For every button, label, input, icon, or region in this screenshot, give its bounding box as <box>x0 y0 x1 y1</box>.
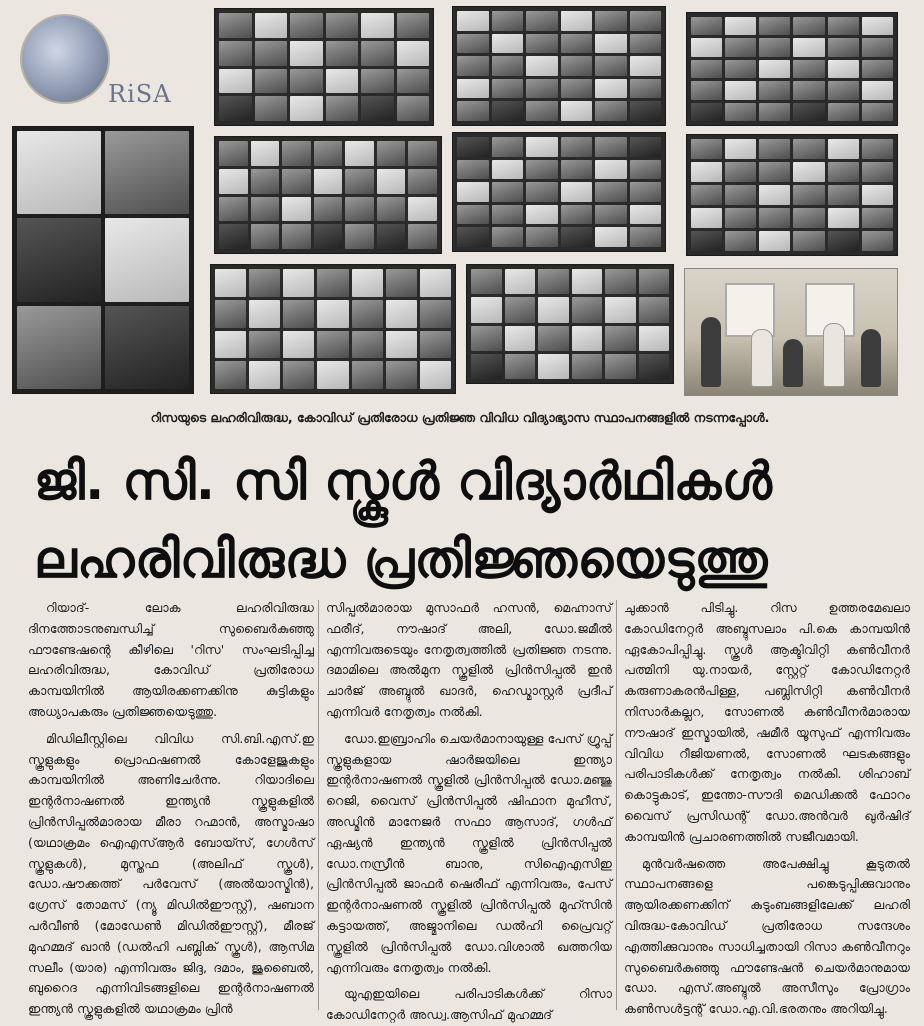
article-column-3 <box>624 598 910 1020</box>
paragraph: മുൻവർഷത്തെ അപേക്ഷിച്ചു കൂടുതൽ സ്ഥാപനങ്ങളെ പങ്കെടുപ്പിക്കുവാനും ആയിരക്കണക്കിന് കുടുംബങ്ങളിലേക്ക് ലഹരി വിരുദ്ധ-കോവിഡ് പ്രതിരോധ സന്ദേശം എത്തിക്കുവാനും സാധിച്ചതായി റിസാ കൺവീനറും സുബൈർകുഞ്ഞു ഫൗണ്ടേഷൻ ചെയർമാനുമായ ഡോ. എസ്.അബ്ദുൽ അസീസും പ്രോഗ്രാം കൺസൾട്ടന്റ് ഡോ.എ.വി.ഭരതനും അറിയിച്ചു. <box>624 855 910 1017</box>
headline-line-1: ജി. സി. സി സ്കൂൾ വിദ്യാർഥികൾ <box>34 452 773 512</box>
paragraph: റിയാദ്- ലോക ലഹരിവിരുദ്ധ ദിനത്തോടനുബന്ധിച്ച് സുബൈർകുഞ്ഞു ഫൗണ്ടേഷന്റെ കീഴിലെ 'റിസ' സംഘടിപ്പിച്ച ലഹരിവിരുദ്ധ, കോവിഡ് പ്രതിരോധ കാമ്പയിനിൽ ആയിരക്കണക്കിനു കുട്ടികളും അധ്യാപകരും പ്രതിജ്ഞയെടുത്തു. <box>28 600 314 719</box>
zoom-screenshot-6 <box>686 134 898 256</box>
globe-emblem-icon <box>20 14 110 104</box>
column-divider <box>616 600 617 1010</box>
paragraph: ചുക്കാൻ പിടിച്ചു. റിസ ഉത്തരമേഖലാ കോഡിനേറ്റർ അബ്ദുസലാം പി.കെ കാമ്പയിൻ ഏകോപിപ്പിച്ചു. സ്കൂൾ ആക്ടിവിറ്റി കൺവീനർ പത്മിനി യു.നായർ, സ്റ്റേറ്റ് കോഡിനേറ്റർ കരുണാകരൻപിള്ള, പബ്ലിസിറ്റി കൺവീനർ നിസാർകല്ലറ, സോണൽ കൺവീനർമാരായ നൗഷാദ് ഇസ്മായിൽ, ഷമീർ യൂസുഫ് എന്നിവരും വിവിധ റീജിയണൽ, സോണൽ ഘടകങ്ങളും പരിപാടികൾക്ക് നേതൃത്വം നൽകി. ശിഹാബ് കൊട്ടുകാട്, ഇന്തോ-സൗദി മെഡിക്കൽ ഫോറം വൈസ് പ്രസിഡന്റ് ഡോ.അൻവർ ഖുർഷിദ് കാമ്പയിൻ പ്രചാരണത്തിൽ സജീവമായി. <box>624 600 910 844</box>
article-column-1 <box>28 598 314 1020</box>
logo-text: RiSA <box>108 80 172 108</box>
article-column-2 <box>326 598 612 1026</box>
zoom-screenshot-7 <box>210 264 456 394</box>
headline-line-2: ലഹരിവിരുദ്ധ പ്രതിജ്ഞയെടുത്തു <box>34 530 768 590</box>
paragraph: ഡോ.ഇബ്രാഹിം ചെയർമാനായുള്ള പേസ് ഗ്രൂപ്പ് സ്കൂളുകളായ ഷാർജയിലെ ഇന്ത്യാ ഇന്റർനാഷണൽ സ്കൂളിൽ പ്രിൻസിപ്പൽ ഡോ.മഞ്ജു റെജി, വൈസ് പ്രിൻസിപ്പൽ ഷിഫാന മുഹീസ്, അഡ്മിൻ മാനേജർ സഫാ ആസാദ്, ഗൾഫ് ഏഷ്യൻ ഇന്ത്യൻ സ്കൂളിൽ പ്രിൻസിപ്പൽ ഡോ.നസ്രീൻ ബാനു, സിഐഎസിഇ പ്രിൻസിപ്പൽ ജാഫർ ഷെരീഫ് എന്നിവരും, പേസ് ഇന്റർനാഷണൽ സ്കൂളിൽ പ്രിൻസിപ്പൽ മുഹ്സിൻ കട്ടായത്ത്, അജ്മാനിലെ ഡൽഹി പ്രൈവറ്റ് സ്കൂളിൽ പ്രിൻസിപ്പൽ ഡോ.വിശാൽ ഖത്തറിയ എന്നിവരും നേതൃത്വം നൽകി. <box>326 730 612 975</box>
zoom-screenshot-4 <box>214 136 442 254</box>
zoom-screenshot-8 <box>466 264 674 384</box>
photo-caption: റിസയുടെ ലഹരിവിരുദ്ധ, കോവിഡ് പ്രതിരോധ പ്രതിജ്ഞ വിവിധ വിദ്യാഭ്യാസ സ്ഥാപനങ്ങളിൽ നടന്നപ്പോൾ. <box>150 410 770 425</box>
video-call-panel <box>12 126 194 394</box>
zoom-screenshot-5 <box>452 132 666 252</box>
paragraph: മിഡിലീസ്റ്റിലെ വിവിധ സി.ബി.എസ്.ഇ സ്കൂളുകളും പ്രൊഫഷണൽ കോളേജുകളും കാമ്പയിനിൽ അണിചേർന്നു. റിയാദിലെ ഇന്റർനാഷണൽ ഇന്ത്യൻ സ്കൂളുകളിൽ പ്രിൻസിപ്പൽമാരായ മീരാ റഹ്മാൻ, അസ്മാഷാ (യഥാക്രമം ഐഎസ്ആർ ബോയ്സ്, ഗേൾസ് സ്കൂളുകൾ), മുസ്തഫ (അലിഫ് സ്കൂൾ), ഡോ.ഷൗക്കത്ത് പർവേസ് (അൽയാസ്മിൻ), ഗ്രേസ് തോമസ് (ന്യൂ മിഡിൽഈസ്റ്റ്), ഷബാന പർവീൺ (മോഡേൺ മിഡിൽഈസ്റ്റ്), മീരജ് മുഹമ്മദ് ഖാൻ (ഡൽഹി പബ്ലിക് സ്കൂൾ), ആസിമ സലീം (യാര) എന്നിവരും ജിദ്ദ, ദമാം, ജുബൈൽ, ബുറൈദ എന്നിവിടങ്ങളിലെ ഇന്റർനാഷണൽ ഇന്ത്യൻ സ്കൂളുകളിൽ യഥാക്രമം പ്രിൻ <box>28 730 314 1017</box>
paragraph: സിപ്പൽമാരായ മുസാഫർ ഹസൻ, മെഹ്നാസ് ഫരീദ്, നൗഷാദ് അലി, ഡോ.ജമീൽ എന്നിവരുടെയും നേതൃത്വത്തിൽ പ്രതിജ്ഞ നടന്നു. ദമാമിലെ അൽമുന സ്കൂളിൽ പ്രിൻസിപ്പൽ ഇൻ ചാർജ് അബ്ദുൽ ഖാദർ, ഹെഡ്മാസ്റ്റർ പ്രദീപ് എന്നിവർ നേതൃത്വം നൽകി. <box>326 600 612 719</box>
zoom-screenshot-1 <box>214 8 434 126</box>
zoom-screenshot-3 <box>686 12 898 126</box>
risa-logo <box>12 6 192 118</box>
zoom-screenshot-2 <box>452 6 666 126</box>
column-divider <box>318 600 319 1010</box>
classroom-photo <box>684 268 898 396</box>
paragraph: യുഎഇയിലെ പരിപാടികൾക്ക് റിസാ കോഡിനേറ്റർ അഡ്വ.ആസിഫ് മുഹമ്മദ് <box>326 986 612 1023</box>
